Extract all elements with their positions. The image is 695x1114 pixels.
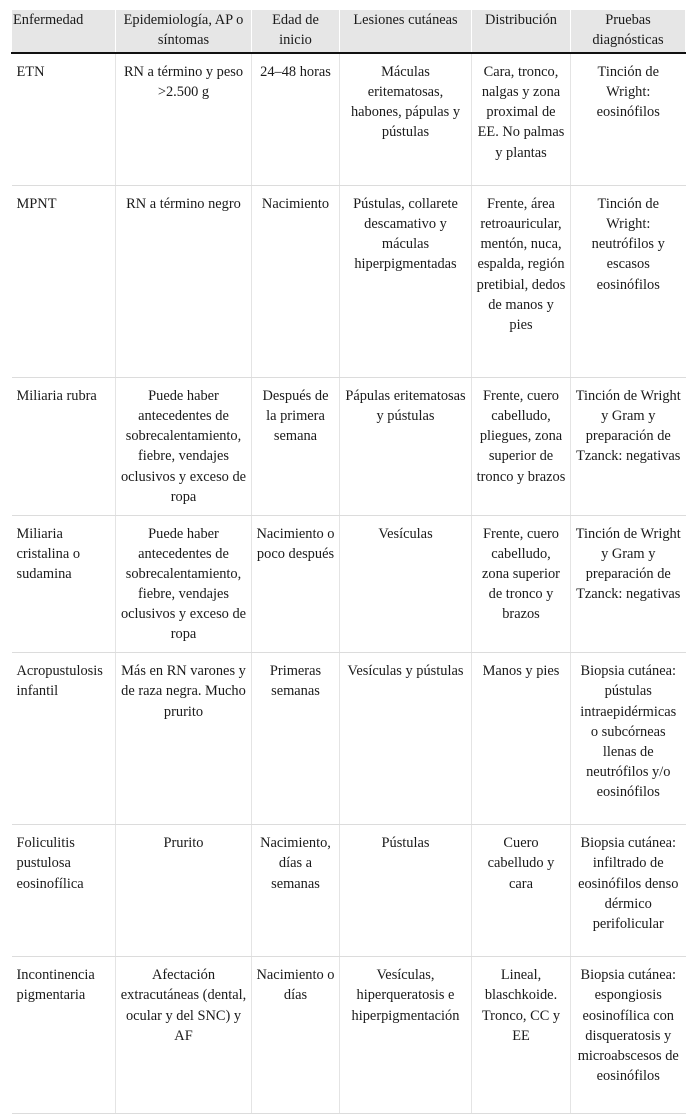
cell-enfermedad: Acropustulosis infantil xyxy=(12,653,116,825)
cell-distribucion: Manos y pies xyxy=(472,653,571,825)
table-row xyxy=(12,957,686,1114)
cell-edad: Primeras semanas xyxy=(252,653,340,825)
table-row xyxy=(12,825,686,957)
cell-lesiones: Vesículas, hiperqueratosis e hiperpigmentación xyxy=(340,957,472,1114)
column-header-pruebas: Pruebas diagnósticas xyxy=(571,10,686,53)
diagnosis-table-container xyxy=(11,10,685,1114)
cell-distribucion: Frente, cuero cabelludo, pliegues, zona superior de tronco y brazos xyxy=(472,378,571,516)
cell-enfermedad: Miliaria cristalina o sudamina xyxy=(12,515,116,653)
cell-enfermedad: Miliaria rubra xyxy=(12,378,116,516)
cell-pruebas: Tinción de Wright y Gram y preparación de Tzanck: negativas xyxy=(571,515,686,653)
cell-enfermedad: Foliculitis pustulosa eosinofílica xyxy=(12,825,116,957)
column-header-edad-inicio: Edad de inicio xyxy=(252,10,340,53)
cell-enfermedad: ETN xyxy=(12,53,116,186)
table-row xyxy=(12,53,686,186)
cell-pruebas: Tinción de Wright y Gram y preparación de Tzanck: negativas xyxy=(571,378,686,516)
cell-edad: 24–48 horas xyxy=(252,53,340,186)
cell-epidemiologia: Más en RN varones y de raza negra. Mucho prurito xyxy=(116,653,252,825)
cell-edad: Después de la primera semana xyxy=(252,378,340,516)
table-row xyxy=(12,515,686,653)
cell-pruebas: Tinción de Wright: eosinófilos xyxy=(571,53,686,186)
cell-epidemiologia: Puede haber antecedentes de sobrecalentamiento, fiebre, vendajes oclusivos y exceso de ropa xyxy=(116,378,252,516)
column-header-enfermedad: Enfermedad xyxy=(12,10,116,53)
table-row xyxy=(12,653,686,825)
cell-epidemiologia: RN a término y peso >2.500 g xyxy=(116,53,252,186)
cell-edad: Nacimiento o poco después xyxy=(252,515,340,653)
table-row xyxy=(12,378,686,516)
cell-lesiones: Pústulas xyxy=(340,825,472,957)
table-header-row xyxy=(12,10,686,53)
cell-pruebas: Tinción de Wright: neutrófilos y escasos eosinófilos xyxy=(571,186,686,378)
cell-distribucion: Cara, tronco, nalgas y zona proximal de EE. No palmas y plantas xyxy=(472,53,571,186)
cell-enfermedad: Incontinencia pigmentaria xyxy=(12,957,116,1114)
differential-diagnosis-table xyxy=(11,10,686,1114)
cell-distribucion: Lineal, blaschkoide. Tronco, CC y EE xyxy=(472,957,571,1114)
column-header-distribucion: Distribución xyxy=(472,10,571,53)
cell-distribucion: Frente, área retroauricular, mentón, nuca, espalda, región pretibial, dedos de manos y pies xyxy=(472,186,571,378)
table-row xyxy=(12,186,686,378)
cell-lesiones: Vesículas xyxy=(340,515,472,653)
cell-epidemiologia: Afectación extracutáneas (dental, ocular y del SNC) y AF xyxy=(116,957,252,1114)
column-header-epidemiologia: Epidemiología, AP o síntomas xyxy=(116,10,252,53)
cell-lesiones: Pústulas, collarete descamativo y máculas hiperpigmentadas xyxy=(340,186,472,378)
cell-lesiones: Máculas eritematosas, habones, pápulas y pústulas xyxy=(340,53,472,186)
cell-pruebas: Biopsia cutánea: espongiosis eosinofílica con disqueratosis y microabscesos de eosinófilos xyxy=(571,957,686,1114)
cell-distribucion: Frente, cuero cabelludo, zona superior de tronco y brazos xyxy=(472,515,571,653)
cell-enfermedad: MPNT xyxy=(12,186,116,378)
cell-epidemiologia: RN a término negro xyxy=(116,186,252,378)
column-header-lesiones: Lesiones cutáneas xyxy=(340,10,472,53)
cell-pruebas: Biopsia cutánea: infiltrado de eosinófilos denso dérmico perifolicular xyxy=(571,825,686,957)
cell-lesiones: Pápulas eritematosas y pústulas xyxy=(340,378,472,516)
cell-pruebas: Biopsia cutánea: pústulas intraepidérmicas o subcórneas llenas de neutrófilos y/o eosinófilos xyxy=(571,653,686,825)
cell-epidemiologia: Puede haber antecedentes de sobrecalentamiento, fiebre, vendajes oclusivos y exceso de ropa xyxy=(116,515,252,653)
cell-edad: Nacimiento xyxy=(252,186,340,378)
cell-edad: Nacimiento o días xyxy=(252,957,340,1114)
cell-epidemiologia: Prurito xyxy=(116,825,252,957)
cell-lesiones: Vesículas y pústulas xyxy=(340,653,472,825)
cell-distribucion: Cuero cabelludo y cara xyxy=(472,825,571,957)
cell-edad: Nacimiento, días a semanas xyxy=(252,825,340,957)
